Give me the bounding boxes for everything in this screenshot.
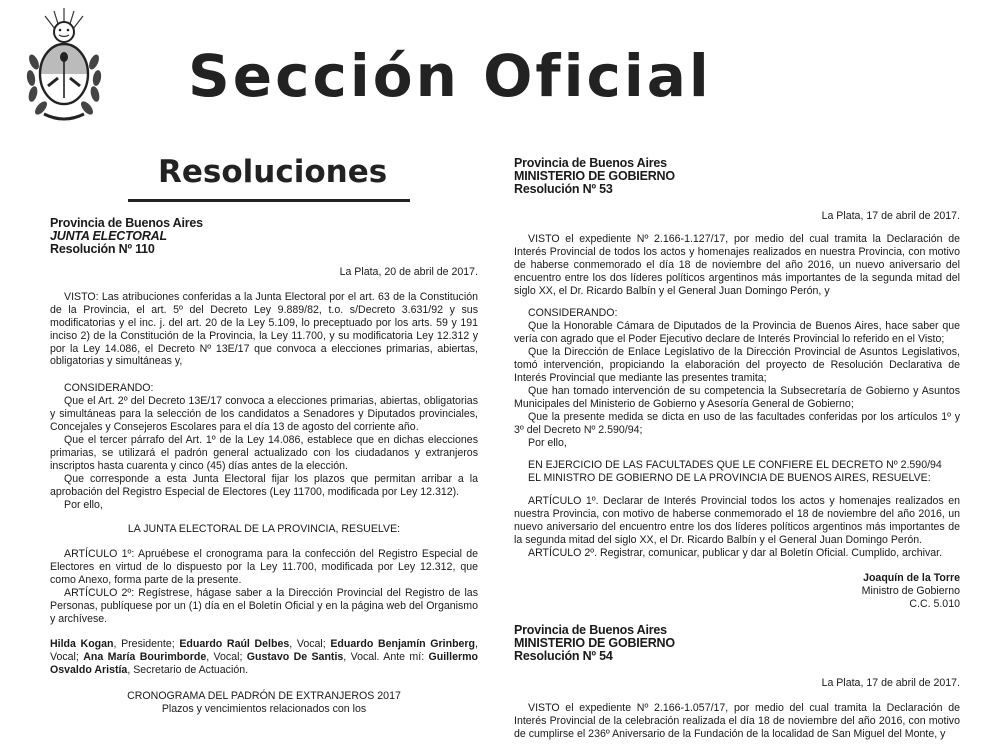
left-article-2: ARTÍCULO 2º: Regístrese, hágase saber a la Dirección Provincial del Registro de las Personas, publíquese por un (1) día en el Boletín Oficial y en la página web del Organismo y archívese. — [50, 587, 478, 625]
second-province: Provincia de Buenos Aires — [514, 623, 667, 638]
right-signature-block — [514, 572, 960, 611]
signer-name: Eduardo Raúl Delbes — [179, 637, 290, 650]
section-title: Sección Oficial — [188, 42, 712, 110]
right-considerando-paragraph: Que la Dirección de Enlace Legislativo de la Dirección Provincial de Asuntos Legislativos, tomó intervención, propiciando la elaboración del proyecto de Resolución Declarativa de Interés Provincial que mediante las presentes tramita; — [514, 346, 960, 384]
left-body: JUNTA ELECTORAL — [50, 229, 167, 243]
signer-role: , Vocal; — [289, 637, 331, 650]
second-visto-paragraph: VISTO el expediente Nº 2.166-1.057/17, por medio del cual tramita la Declaración de Interés Provincial de la celebración realizada el día 18 de noviembre del año 2016, con motivo de cumplirse el 236º Aniversario de la Fundación de la localidad de San Miguel del Monte, y — [514, 702, 960, 741]
second-dateline: La Plata, 17 de abril de 2017. — [821, 677, 960, 690]
right-article-2: ARTÍCULO 2º. Registrar, comunicar, publicar y dar al Boletín Oficial. Cumplido, archivar. — [528, 546, 943, 559]
heading-rule — [128, 199, 410, 202]
right-considerando-paragraph: Que la Honorable Cámara de Diputados de la Provincia de Buenos Aires, hace saber que vería con agrado que el Poder Ejecutivo declare de Interés Provincial lo referido en el Visto; — [514, 320, 960, 346]
second-ministry: MINISTERIO DE GOBIERNO — [514, 636, 675, 651]
right-exercise-statement: EN EJERCICIO DE LAS FACULTADES QUE LE CONFIERE EL DECRETO Nº 2.590/94 — [528, 459, 942, 472]
left-visto-paragraph: VISTO: Las atribuciones conferidas a la Junta Electoral por el art. 63 de la Constitución de la Provincia, el art. 5º del Decreto Ley 9.889/82, t.o. s/Decreto 3.631/92 y sus modificatorias y el inc. j. del art. 20 de la Ley 5.109, lo preceptuado por los arts. 59 y 191 inciso 2) de la Constitución de la Provincia, la Ley 11.700, y su modificatoria Ley 12.312 y por la Ley 14.086, el Decreto Nº 13E/17 que convoca a elecciones primarias, abiertas, obligatorias y simultáneas y, — [50, 290, 478, 368]
signer-role: , Presidente; — [113, 637, 180, 650]
signer-name: Hilda Kogan — [50, 637, 114, 650]
left-considerando-paragraph: Que corresponde a esta Junta Electoral fijar los plazos que permitan arribar a la aprobación del Registro Especial de Electores (Ley 11700, modificada por Ley 12.312). — [50, 472, 478, 498]
right-article-1: ARTÍCULO 1º. Declarar de Interés Provincial todos los actos y homenajes realizados en nuestra Provincia, con motivo de haberse conmemorado el 18 de noviembre del año 2016, un nuevo aniversario del encuentro entre los dos líderes políticos argentinos más importantes de la segunda mitad del siglo XX, el Dr. Ricardo Balbín y el General Juan Domingo Perón. — [514, 495, 960, 546]
left-dateline: La Plata, 20 de abril de 2017. — [339, 266, 478, 278]
signer-name: Gustavo De Santis — [246, 650, 344, 663]
left-province: Provincia de Buenos Aires — [50, 216, 203, 230]
left-considerando-paragraph: Que el Art. 2º del Decreto 13E/17 convoca a elecciones primarias, abiertas, obligatorias y simultáneas para la selección de los candidatos a Senadores y Diputados provinciales, Concejales y Consejeros Escolares para el día 13 de agosto del corriente año. — [50, 395, 478, 434]
signer-role: , Vocal; — [206, 650, 247, 663]
right-province: Provincia de Buenos Aires — [514, 156, 667, 170]
right-considerando-label: CONSIDERANDO: — [528, 307, 618, 320]
right-por-ello: Por ello, — [528, 436, 567, 449]
left-considerando-paragraph: Que el tercer párrafo del Art. 1º de la Ley 14.086, establece que en dichas elecciones primarias, se utilizará el padrón general actualizado con los ciudadanos y extranjeros inscriptos hasta cuarenta y cinco (45) días antes de la elección. — [50, 433, 478, 472]
right-dateline: La Plata, 17 de abril de 2017. — [821, 210, 960, 222]
left-article-1: ARTÍCULO 1º: Apruébese el cronograma para la confección del Registro Especial de Electores en virtud de lo dispuesto por la Ley 11.700, modificada por Ley 12.312, que como Anexo, forma parte de la presente. — [50, 548, 478, 587]
left-signers — [50, 638, 478, 677]
signer-role: , Vocal. Ante mí: — [343, 650, 429, 663]
right-ministry: MINISTERIO DE GOBIERNO — [514, 169, 675, 183]
signer-name: Eduardo Benjamín Grinberg — [330, 637, 476, 650]
right-considerando-paragraph: Que han tomado intervención de su competencia la Subsecretaría de Gobierno y Asuntos Municipales del Ministerio de Gobierno y Asesoría General de Gobierno; — [514, 384, 960, 410]
signature-title: Ministro de Gobierno — [861, 584, 960, 597]
signer-role: , Vocal; — [50, 637, 478, 663]
cronograma-subtitle: Plazos y vencimientos relacionados con los — [161, 703, 367, 716]
signer-name: Ana María Bourimborde — [83, 650, 207, 663]
second-resolution-number: Resolución Nº 54 — [514, 649, 613, 664]
right-considerando-paragraph: Que la presente medida se dicta en uso de las facultades conferidas por los artículos 1º y 3º del Decreto Nº 2.590/94; — [514, 410, 960, 436]
resolutions-heading: Resoluciones — [158, 154, 388, 190]
cronograma-title: CRONOGRAMA DEL PADRÓN DE EXTRANJEROS 2017 — [127, 690, 401, 703]
signer-role: , Secretario de Actuación. — [127, 663, 249, 676]
signature-name: Joaquín de la Torre — [863, 571, 960, 584]
signer-name: Guillermo Osvaldo Aristía — [50, 650, 478, 676]
right-resolution-number: Resolución Nº 53 — [514, 182, 613, 196]
argentina-coat-of-arms-seal — [14, 2, 114, 130]
right-visto-paragraph: VISTO el expediente Nº 2.166-1.127/17, por medio del cual tramita la Declaración de Interés Provincial de todos los actos y homenajes realizados en nuestra Provincia, con motivo de haberse conmemorado el día 18 de noviembre del año 2016, un nuevo aniversario del encuentro entre los dos líderes políticos argentinos más importantes de la segunda mitad del siglo XX, el Dr. Ricardo Balbín y el General Juan Domingo Perón, y — [514, 232, 960, 297]
left-considerando-label: CONSIDERANDO: — [64, 382, 154, 395]
left-column — [50, 217, 478, 716]
left-resolution-number: Resolución Nº 110 — [50, 242, 155, 256]
left-por-ello: Por ello, — [64, 498, 103, 511]
right-column — [514, 157, 960, 741]
signature-cc: C.C. 5.010 — [909, 597, 960, 610]
left-resolve-statement: LA JUNTA ELECTORAL DE LA PROVINCIA, RESUELVE: — [127, 523, 401, 536]
right-resolve-statement: EL MINISTRO DE GOBIERNO DE LA PROVINCIA DE BUENOS AIRES, RESUELVE: — [528, 472, 931, 485]
